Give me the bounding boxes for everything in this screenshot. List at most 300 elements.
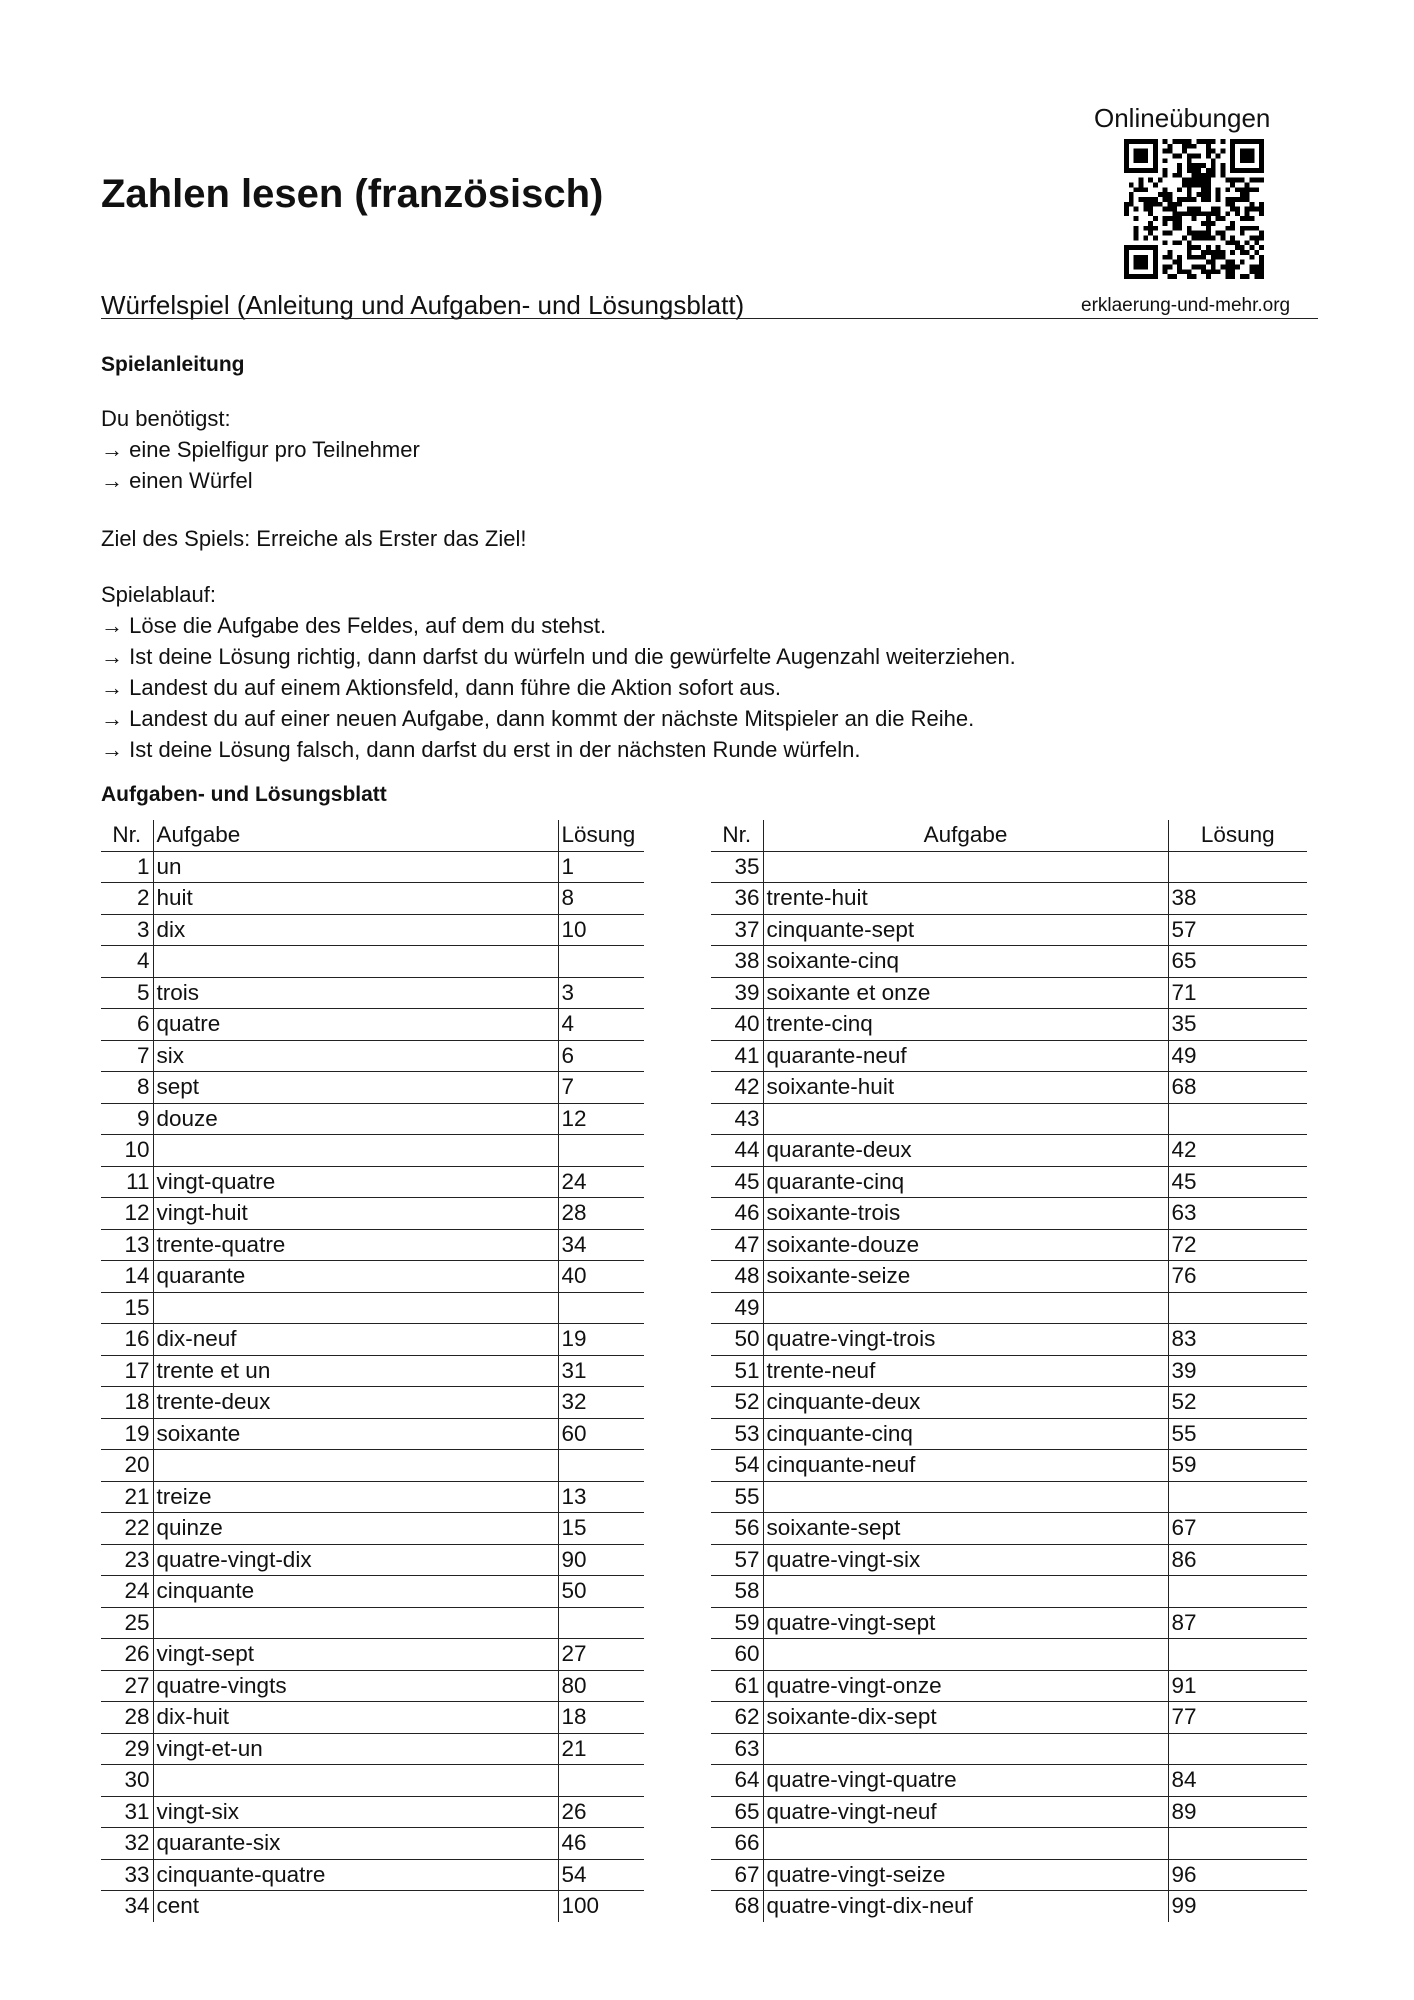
row-solution: 27 (558, 1639, 644, 1671)
row-task: quarante-six (153, 1828, 558, 1860)
table-row (101, 1135, 644, 1167)
row-solution: 96 (1168, 1859, 1307, 1891)
row-number: 12 (101, 1198, 153, 1230)
row-task: cinquante-cinq (763, 1418, 1168, 1450)
table-row (101, 1765, 644, 1797)
table-row (711, 883, 1307, 915)
column-header-task: Aufgabe (153, 820, 558, 851)
table-row (711, 1670, 1307, 1702)
table-row (101, 1072, 644, 1104)
table-row (711, 1828, 1307, 1860)
row-number: 53 (711, 1418, 763, 1450)
table-row (711, 1198, 1307, 1230)
flow-block (101, 579, 1016, 765)
row-solution: 83 (1168, 1324, 1307, 1356)
table-row (101, 1828, 644, 1860)
row-number: 15 (101, 1292, 153, 1324)
row-solution: 72 (1168, 1229, 1307, 1261)
row-solution (1168, 851, 1307, 883)
needs-item: → eine Spielfigur pro Teilnehmer (101, 437, 420, 462)
row-number: 61 (711, 1670, 763, 1702)
row-solution: 100 (561, 1893, 600, 1919)
row-task (763, 1733, 1168, 1765)
row-task: quatre-vingt-trois (763, 1324, 1168, 1356)
table-row (101, 1481, 644, 1513)
row-number: 38 (711, 946, 763, 978)
header-divider (101, 318, 1318, 319)
table-row (711, 1009, 1307, 1041)
row-task: quatre-vingt-onze (763, 1670, 1168, 1702)
row-task: vingt-six (153, 1796, 558, 1828)
row-solution: 8 (558, 883, 644, 915)
row-solution: 3 (558, 977, 644, 1009)
row-number: 23 (101, 1544, 153, 1576)
table-row (711, 1103, 1307, 1135)
row-task: cinquante (153, 1576, 558, 1608)
row-solution: 77 (1168, 1702, 1307, 1734)
row-number: 21 (101, 1481, 153, 1513)
row-solution: 42 (1168, 1135, 1307, 1167)
row-solution: 45 (1168, 1166, 1307, 1198)
column-header-solution: Lösung (558, 820, 644, 851)
row-solution (1168, 1639, 1307, 1671)
table-row (101, 1166, 644, 1198)
table-row (711, 1859, 1307, 1891)
row-solution: 59 (1168, 1450, 1307, 1482)
row-number: 42 (711, 1072, 763, 1104)
row-number: 62 (711, 1702, 763, 1734)
row-solution: 40 (558, 1261, 644, 1293)
row-number: 52 (711, 1387, 763, 1419)
row-solution: 52 (1168, 1387, 1307, 1419)
row-number: 45 (711, 1166, 763, 1198)
qr-code-icon[interactable] (1124, 139, 1264, 279)
table-row (101, 1292, 644, 1324)
row-number: 63 (711, 1733, 763, 1765)
flow-item: → Löse die Aufgabe des Feldes, auf dem du stehst. (101, 613, 607, 638)
row-solution: 15 (558, 1513, 644, 1545)
row-solution: 38 (1168, 883, 1307, 915)
row-task (153, 1292, 558, 1324)
table-row (101, 1544, 644, 1576)
row-solution: 6 (558, 1040, 644, 1072)
row-solution: 39 (1168, 1355, 1307, 1387)
row-solution: 35 (1168, 1009, 1307, 1041)
row-task (763, 1576, 1168, 1608)
table-row (711, 946, 1307, 978)
table-row (101, 914, 644, 946)
row-solution (558, 1292, 644, 1324)
row-task: vingt-huit (153, 1198, 558, 1230)
table-row (101, 1859, 644, 1891)
row-task (763, 1481, 1168, 1513)
row-number: 1 (101, 851, 153, 883)
row-task: quinze (153, 1513, 558, 1545)
row-task (763, 1292, 1168, 1324)
table-row (101, 1796, 644, 1828)
row-number: 55 (711, 1481, 763, 1513)
flow-item: → Ist deine Lösung falsch, dann darfst du erst in der nächsten Runde würfeln. (101, 737, 861, 762)
row-number: 7 (101, 1040, 153, 1072)
row-task (763, 851, 1168, 883)
table-row (101, 1418, 644, 1450)
table-row (711, 1481, 1307, 1513)
row-solution: 32 (558, 1387, 644, 1419)
table-row (711, 1450, 1307, 1482)
row-solution: 65 (1168, 946, 1307, 978)
table-row (711, 1072, 1307, 1104)
row-task: cinquante-neuf (763, 1450, 1168, 1482)
row-number: 34 (101, 1891, 153, 1922)
row-number: 36 (711, 883, 763, 915)
row-number: 28 (101, 1702, 153, 1734)
table-row (711, 1733, 1307, 1765)
row-task: cinquante-deux (763, 1387, 1168, 1419)
row-number: 14 (101, 1261, 153, 1293)
row-task: douze (153, 1103, 558, 1135)
website-link[interactable]: erklaerung-und-mehr.org (1081, 295, 1291, 316)
row-solution: 13 (558, 1481, 644, 1513)
row-solution (558, 1607, 644, 1639)
row-task: cinquante-sept (763, 914, 1168, 946)
row-task: quatre-vingt-dix-neuf (763, 1891, 1168, 1922)
row-task: quarante-neuf (763, 1040, 1168, 1072)
table-row (101, 1324, 644, 1356)
page-title: Zahlen lesen (französisch) (101, 172, 604, 216)
row-task: vingt-quatre (153, 1166, 558, 1198)
row-solution: 31 (558, 1355, 644, 1387)
row-solution: 91 (1168, 1670, 1307, 1702)
row-number: 29 (101, 1733, 153, 1765)
row-number: 66 (711, 1828, 763, 1860)
row-number: 46 (711, 1198, 763, 1230)
row-task: soixante-seize (763, 1261, 1168, 1293)
row-number: 20 (101, 1450, 153, 1482)
row-number: 41 (711, 1040, 763, 1072)
table-row (101, 977, 644, 1009)
column-header-nr: Nr. (101, 820, 153, 851)
row-solution: 60 (558, 1418, 644, 1450)
row-task: dix (153, 914, 558, 946)
row-solution: 89 (1168, 1796, 1307, 1828)
row-number: 48 (711, 1261, 763, 1293)
table-row (711, 1607, 1307, 1639)
row-solution: 68 (1168, 1072, 1307, 1104)
column-header-solution: Lösung (1168, 820, 1307, 851)
row-number: 8 (101, 1072, 153, 1104)
table-row (101, 1229, 644, 1261)
row-solution: 1 (558, 851, 644, 883)
row-task: dix-neuf (153, 1324, 558, 1356)
row-number: 60 (711, 1639, 763, 1671)
row-task: dix-huit (153, 1702, 558, 1734)
row-task: trente-deux (153, 1387, 558, 1419)
row-number: 39 (711, 977, 763, 1009)
row-solution (1168, 1103, 1307, 1135)
table-row (101, 1009, 644, 1041)
row-task: cent (153, 1891, 558, 1922)
row-number: 26 (101, 1639, 153, 1671)
row-task (153, 1765, 558, 1797)
row-task: quatre (153, 1009, 558, 1041)
row-number: 19 (101, 1418, 153, 1450)
row-task: treize (153, 1481, 558, 1513)
table-row (711, 1324, 1307, 1356)
row-task: six (153, 1040, 558, 1072)
row-task: quarante-cinq (763, 1166, 1168, 1198)
flow-item: → Landest du auf einem Aktionsfeld, dann führe die Aktion sofort aus. (101, 675, 781, 700)
table-row (711, 1576, 1307, 1608)
table-row (711, 1261, 1307, 1293)
row-number: 31 (101, 1796, 153, 1828)
row-number: 57 (711, 1544, 763, 1576)
table-row (101, 1702, 644, 1734)
row-number: 64 (711, 1765, 763, 1797)
row-number: 9 (101, 1103, 153, 1135)
table-row (101, 1355, 644, 1387)
row-number: 6 (101, 1009, 153, 1041)
column-header-nr: Nr. (711, 820, 763, 851)
row-task: quarante-deux (763, 1135, 1168, 1167)
row-number: 43 (711, 1103, 763, 1135)
table-row (711, 1387, 1307, 1419)
table-row (711, 1639, 1307, 1671)
row-task: quatre-vingt-neuf (763, 1796, 1168, 1828)
row-task: quatre-vingt-six (763, 1544, 1168, 1576)
row-number: 47 (711, 1229, 763, 1261)
row-task: sept (153, 1072, 558, 1104)
row-task (763, 1639, 1168, 1671)
row-number: 49 (711, 1292, 763, 1324)
row-solution (558, 1450, 644, 1482)
row-solution: 84 (1168, 1765, 1307, 1797)
instructions-heading: Spielanleitung (101, 353, 245, 376)
table-row (101, 883, 644, 915)
column-header-task: Aufgabe (763, 820, 1168, 851)
row-task: trente-cinq (763, 1009, 1168, 1041)
table-row (711, 1229, 1307, 1261)
table-row (711, 1702, 1307, 1734)
table-row (101, 1450, 644, 1482)
row-number: 37 (711, 914, 763, 946)
row-task: soixante-douze (763, 1229, 1168, 1261)
row-task: trente-huit (763, 883, 1168, 915)
row-solution: 90 (558, 1544, 644, 1576)
row-task (763, 1103, 1168, 1135)
row-number: 40 (711, 1009, 763, 1041)
row-solution (558, 1765, 644, 1797)
row-number: 30 (101, 1765, 153, 1797)
table-row (711, 1418, 1307, 1450)
table-row (101, 946, 644, 978)
row-number: 27 (101, 1670, 153, 1702)
table-row (101, 1513, 644, 1545)
row-number: 16 (101, 1324, 153, 1356)
row-number: 13 (101, 1229, 153, 1261)
table-row (711, 977, 1307, 1009)
row-solution (558, 946, 644, 978)
row-solution: 71 (1168, 977, 1307, 1009)
row-solution: 4 (558, 1009, 644, 1041)
row-solution: 46 (558, 1828, 644, 1860)
row-task: quatre-vingts (153, 1670, 558, 1702)
flow-item: → Landest du auf einer neuen Aufgabe, dann kommt der nächste Mitspieler an die Reihe. (101, 706, 975, 731)
table-row (101, 1040, 644, 1072)
row-number: 68 (711, 1891, 763, 1922)
task-table-left (101, 820, 644, 1922)
row-number: 56 (711, 1513, 763, 1545)
row-number: 33 (101, 1859, 153, 1891)
row-number: 25 (101, 1607, 153, 1639)
online-exercises-label: Onlineübungen (1094, 103, 1271, 133)
row-task: huit (153, 883, 558, 915)
row-number: 44 (711, 1135, 763, 1167)
row-solution: 24 (558, 1166, 644, 1198)
table-row (101, 1891, 644, 1922)
row-solution: 10 (558, 914, 644, 946)
row-number: 18 (101, 1387, 153, 1419)
row-solution: 76 (1168, 1261, 1307, 1293)
row-solution: 57 (1168, 914, 1307, 946)
row-task: quarante (153, 1261, 558, 1293)
row-solution: 19 (558, 1324, 644, 1356)
row-solution (1168, 1733, 1307, 1765)
row-task (763, 1828, 1168, 1860)
row-task (153, 1607, 558, 1639)
row-task: soixante-huit (763, 1072, 1168, 1104)
row-task: soixante-dix-sept (763, 1702, 1168, 1734)
table-row (101, 1607, 644, 1639)
row-task: quatre-vingt-seize (763, 1859, 1168, 1891)
flow-intro: Spielablauf: (101, 582, 216, 607)
row-solution: 21 (558, 1733, 644, 1765)
table-row (711, 1544, 1307, 1576)
table-row (711, 1135, 1307, 1167)
table-row (711, 1765, 1307, 1797)
row-task: soixante-trois (763, 1198, 1168, 1230)
row-task: trente-quatre (153, 1229, 558, 1261)
row-task (153, 946, 558, 978)
table-row (101, 1576, 644, 1608)
table-row (711, 851, 1307, 883)
table-row (711, 1355, 1307, 1387)
row-number: 24 (101, 1576, 153, 1608)
row-number: 51 (711, 1355, 763, 1387)
row-solution: 34 (558, 1229, 644, 1261)
goal-text: Ziel des Spiels: Erreiche als Erster das Ziel! (101, 526, 527, 551)
row-task (153, 1135, 558, 1167)
row-solution: 7 (558, 1072, 644, 1104)
needs-block (101, 403, 420, 496)
row-solution: 55 (1168, 1418, 1307, 1450)
row-task: vingt-et-un (153, 1733, 558, 1765)
table-row (711, 1891, 1307, 1922)
row-solution: 63 (1168, 1198, 1307, 1230)
table-row (101, 1670, 644, 1702)
row-solution: 99 (1171, 1893, 1197, 1919)
needs-item: → einen Würfel (101, 468, 253, 493)
table-row (711, 1796, 1307, 1828)
row-number: 10 (101, 1135, 153, 1167)
row-solution: 12 (558, 1103, 644, 1135)
row-solution: 28 (558, 1198, 644, 1230)
row-task: cinquante-quatre (153, 1859, 558, 1891)
table-row (711, 914, 1307, 946)
page-subtitle: Würfelspiel (Anleitung und Aufgaben- und Lösungsblatt) (101, 290, 745, 320)
row-solution (1168, 1481, 1307, 1513)
row-task: soixante et onze (763, 977, 1168, 1009)
row-number: 11 (101, 1166, 153, 1198)
task-table-right (711, 820, 1307, 1922)
row-task: un (153, 851, 558, 883)
table-row (711, 1166, 1307, 1198)
row-task (153, 1450, 558, 1482)
needs-intro: Du benötigst: (101, 406, 231, 431)
row-solution: 49 (1168, 1040, 1307, 1072)
row-solution: 67 (1168, 1513, 1307, 1545)
row-number: 17 (101, 1355, 153, 1387)
row-number: 50 (711, 1324, 763, 1356)
table-row (101, 1261, 644, 1293)
row-number: 4 (101, 946, 153, 978)
row-number: 65 (711, 1796, 763, 1828)
row-solution: 80 (558, 1670, 644, 1702)
row-number: 35 (711, 851, 763, 883)
row-number: 3 (101, 914, 153, 946)
row-task: quatre-vingt-dix (153, 1544, 558, 1576)
row-number: 5 (101, 977, 153, 1009)
row-task: trois (153, 977, 558, 1009)
row-task: trente et un (153, 1355, 558, 1387)
row-number: 22 (101, 1513, 153, 1545)
table-row (101, 1103, 644, 1135)
row-task: quatre-vingt-quatre (763, 1765, 1168, 1797)
table-row (711, 1513, 1307, 1545)
row-solution: 87 (1168, 1607, 1307, 1639)
row-task: vingt-sept (153, 1639, 558, 1671)
table-row (101, 851, 644, 883)
row-solution: 18 (558, 1702, 644, 1734)
flow-item: → Ist deine Lösung richtig, dann darfst du würfeln und die gewürfelte Augenzahl weiterziehen. (101, 644, 1016, 669)
table-heading: Aufgaben- und Lösungsblatt (101, 783, 387, 806)
row-solution: 26 (558, 1796, 644, 1828)
row-number: 59 (711, 1607, 763, 1639)
row-task: soixante (153, 1418, 558, 1450)
row-solution (1168, 1828, 1307, 1860)
row-task: soixante-sept (763, 1513, 1168, 1545)
row-task: quatre-vingt-sept (763, 1607, 1168, 1639)
row-task: soixante-cinq (763, 946, 1168, 978)
row-solution: 54 (558, 1859, 644, 1891)
row-number: 54 (711, 1450, 763, 1482)
row-number: 2 (101, 883, 153, 915)
table-row (711, 1292, 1307, 1324)
row-task: trente-neuf (763, 1355, 1168, 1387)
row-solution: 86 (1168, 1544, 1307, 1576)
row-solution: 50 (558, 1576, 644, 1608)
table-row (101, 1387, 644, 1419)
table-row (101, 1198, 644, 1230)
table-row (711, 1040, 1307, 1072)
row-number: 67 (711, 1859, 763, 1891)
row-solution (558, 1135, 644, 1167)
row-number: 32 (101, 1828, 153, 1860)
row-number: 58 (711, 1576, 763, 1608)
table-row (101, 1733, 644, 1765)
row-solution (1168, 1576, 1307, 1608)
row-solution (1168, 1292, 1307, 1324)
table-row (101, 1639, 644, 1671)
